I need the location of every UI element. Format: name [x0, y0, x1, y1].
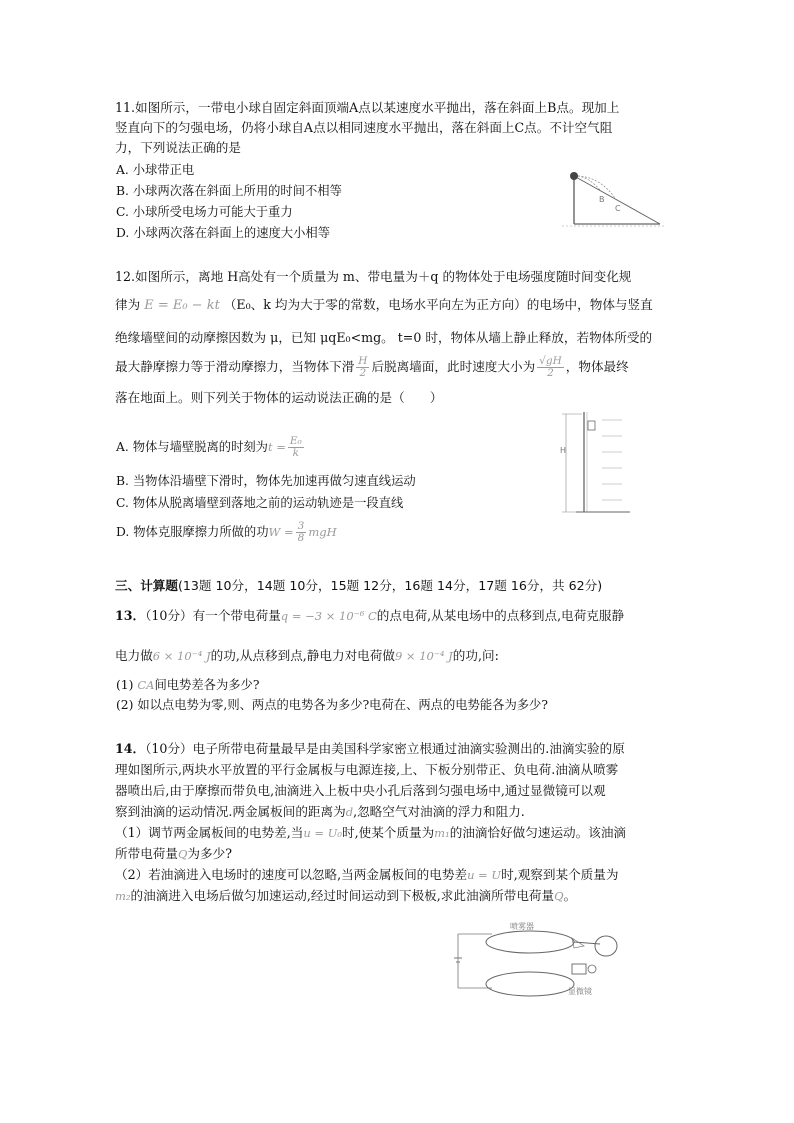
q12-option-a	[116, 436, 306, 459]
q12-option-a-math: t =	[267, 440, 286, 454]
q12-option-d-text: D. 物体克服摩擦力所做的功	[116, 525, 269, 539]
q13-text: 的功,问:	[452, 648, 499, 663]
q14-sub-question-1	[115, 824, 626, 842]
q12-stem-text: 后脱离墙面，此时速度大小为	[371, 359, 536, 374]
q12-option-d	[116, 521, 337, 544]
svg-text:喷雾器: 喷雾器	[510, 922, 534, 931]
q14-distance-symbol: d	[345, 805, 354, 819]
q14-sub-question-2-line-2	[115, 887, 576, 905]
q14-line-3: 器喷出后,由于摩擦而带负电,油滴进入上板中央小孔后落到匀强电场中,通过显微镜可以观	[115, 783, 606, 798]
q11-incline-figure	[560, 168, 666, 230]
q14-text: 所带电荷量	[115, 846, 178, 861]
q12-stem-line-4	[115, 356, 629, 379]
q13-sub-question-2: (2) 如以点电势为零,则、两点的电势各为多少?电荷在、两点的电势能各为多少?	[116, 698, 548, 712]
q13-number: 13．	[115, 608, 146, 623]
q14-mass-symbol-2: m₂	[115, 889, 131, 903]
q12-option-a-text: A. 物体与墙壁脱离的时刻为	[116, 440, 268, 454]
q14-text: （2）若油滴进入电场时的速度可以忽略,当两金属板间的电势差	[115, 867, 468, 882]
q14-voltage-formula: u = U₀	[303, 826, 342, 840]
q14-text: 时,使某个质量为	[342, 825, 435, 840]
q14-text: 的油滴进入电场后做匀加速运动,经过时间运动到下极板,求此油滴所带电荷量	[130, 888, 555, 903]
q12-option-d-math-tail: mgH	[308, 525, 337, 539]
q14-text: 的油滴恰好做匀速运动。该油滴	[449, 825, 626, 840]
q14-millikan-apparatus-figure	[452, 918, 622, 1000]
q14-line-4	[115, 803, 525, 821]
q11-stem-line-3: 力，下列说法正确的是	[115, 140, 241, 155]
q13-line-2	[115, 647, 499, 665]
section-3-heading	[115, 577, 602, 594]
q11-option-d: D. 小球两次落在斜面上的速度大小相等	[116, 226, 330, 240]
q13-charge-formula: q = −3 × 10⁻⁶ C	[280, 609, 377, 623]
svg-text:显微镜: 显微镜	[568, 987, 592, 996]
q13-text: 电力做	[115, 648, 153, 663]
q11-stem-line-2: 竖直向下的匀强电场，仍将小球自A点以相同速度水平抛出，落在斜面上C点。不计空气阻	[115, 120, 613, 135]
q11-stem-line-1: 11.如图所示，一带电小球自固定斜面顶端A点以某速度水平抛出，落在斜面上B点。现加上	[115, 100, 620, 115]
q13-work-formula-1: 6 × 10⁻⁴ J	[152, 649, 211, 663]
q12-fraction-velocity: $\frac{√gH}{2}$	[539, 355, 562, 379]
q14-line-1	[115, 740, 625, 757]
q14-line-2: 理如图所示,两块水平放置的平行金属板与电源连接,上、下板分别带正、负电荷.油滴从喷雾	[115, 762, 619, 777]
q14-charge-symbol: Q	[177, 847, 188, 861]
q12-option-b: B. 当物体沿墙壁下滑时，物体先加速再做匀速直线运动	[116, 474, 416, 488]
q13-sub-1-text: 间电势差各为多少?	[154, 678, 260, 692]
svg-text:H: H	[560, 446, 567, 455]
q12-field-formula: E = E₀ − kt	[144, 298, 220, 313]
q14-charge-symbol-2: Q	[554, 889, 564, 903]
q12-option-d-math: W =	[268, 525, 294, 539]
q13-text: 的功,从点移到点,静电力对电荷做	[210, 648, 395, 663]
q14-text: 察到油滴的运动情况.两金属板间的距离为	[115, 804, 346, 819]
q12-stem-line-1: 12.如图所示，离地 H高处有一个质量为 m、带电量为＋q 的物体处于电场强度随时间变化规	[115, 269, 632, 284]
q13-sub-1-math: CA	[137, 678, 155, 692]
q12-option-c: C. 物体从脱离墙壁到落地之前的运动轨迹是一段直线	[116, 496, 404, 510]
q14-text: 时,观察到某个质量为	[501, 867, 619, 882]
q12-fraction-h: $\frac{H}{2}$	[358, 355, 368, 379]
q13-line-1	[115, 607, 624, 625]
q13-sub-question-1	[116, 677, 259, 694]
q14-text: 。	[563, 888, 577, 903]
q13-text: （10分）有一个带电荷量	[145, 608, 281, 623]
q14-sub-question-1-line-2	[115, 845, 232, 863]
q12-stem-text: 最大静摩擦力等于滑动摩擦力，当物体下滑	[115, 359, 355, 374]
q14-text: ,忽略空气对油滴的浮力和阻力.	[353, 804, 525, 819]
q12-option-d-fraction: $\frac{3}{8}$	[297, 520, 305, 544]
q12-wall-figure	[556, 408, 632, 516]
q12-option-a-fraction: $\frac{\text{E₀}}{k}$	[289, 435, 302, 459]
q14-sub-question-2	[115, 866, 618, 884]
q12-stem-text: ，物体最终	[565, 359, 629, 374]
q12-stem-line-3: 绝缘墙壁间的动摩擦因数为 μ，已知 μqE₀<mg。 t=0 时，物体从墙上静止释放，若物体所受的	[115, 330, 653, 345]
svg-text:B: B	[599, 195, 605, 204]
q12-stem-line-2	[115, 296, 653, 314]
q13-work-formula-2: 9 × 10⁻⁴ J	[394, 649, 453, 663]
q13-sub-1-label: (1)	[116, 678, 134, 692]
q14-mass-symbol: m₁	[434, 826, 450, 840]
q14-voltage-formula-2: u = U	[467, 868, 502, 882]
q14-text: （1）调节两金属板间的电势差,当	[115, 825, 304, 840]
q14-number: 14．	[115, 741, 146, 756]
q11-option-a: A. 小球带正电	[116, 163, 195, 177]
section-3-title: 三、计算题	[115, 578, 178, 593]
q14-text: 为多少?	[187, 846, 232, 861]
q12-stem-text: （E₀、k 均为大于零的常数，电场水平向左为正方向）的电场中，物体与竖直	[223, 297, 653, 312]
q13-text: 的点电荷,从某电场中的点移到点,电荷克服静	[376, 608, 625, 623]
q11-option-c: C. 小球所受电场力可能大于重力	[116, 205, 293, 219]
section-3-detail: (13题 10分，14题 10分，15题 12分，16题 14分，17题 16分，共 62分)	[177, 578, 603, 593]
q11-option-b: B. 小球两次落在斜面上所用的时间不相等	[116, 184, 342, 198]
q14-text: （10分）电子所带电荷量最早是由美国科学家密立根通过油滴实验测出的.油滴实验的原	[145, 741, 625, 756]
q12-stem-text: 律为	[115, 297, 141, 312]
svg-text:C: C	[615, 204, 621, 213]
q12-stem-line-5: 落在地面上。则下列关于物体的运动说法正确的是（ ）	[115, 390, 443, 405]
